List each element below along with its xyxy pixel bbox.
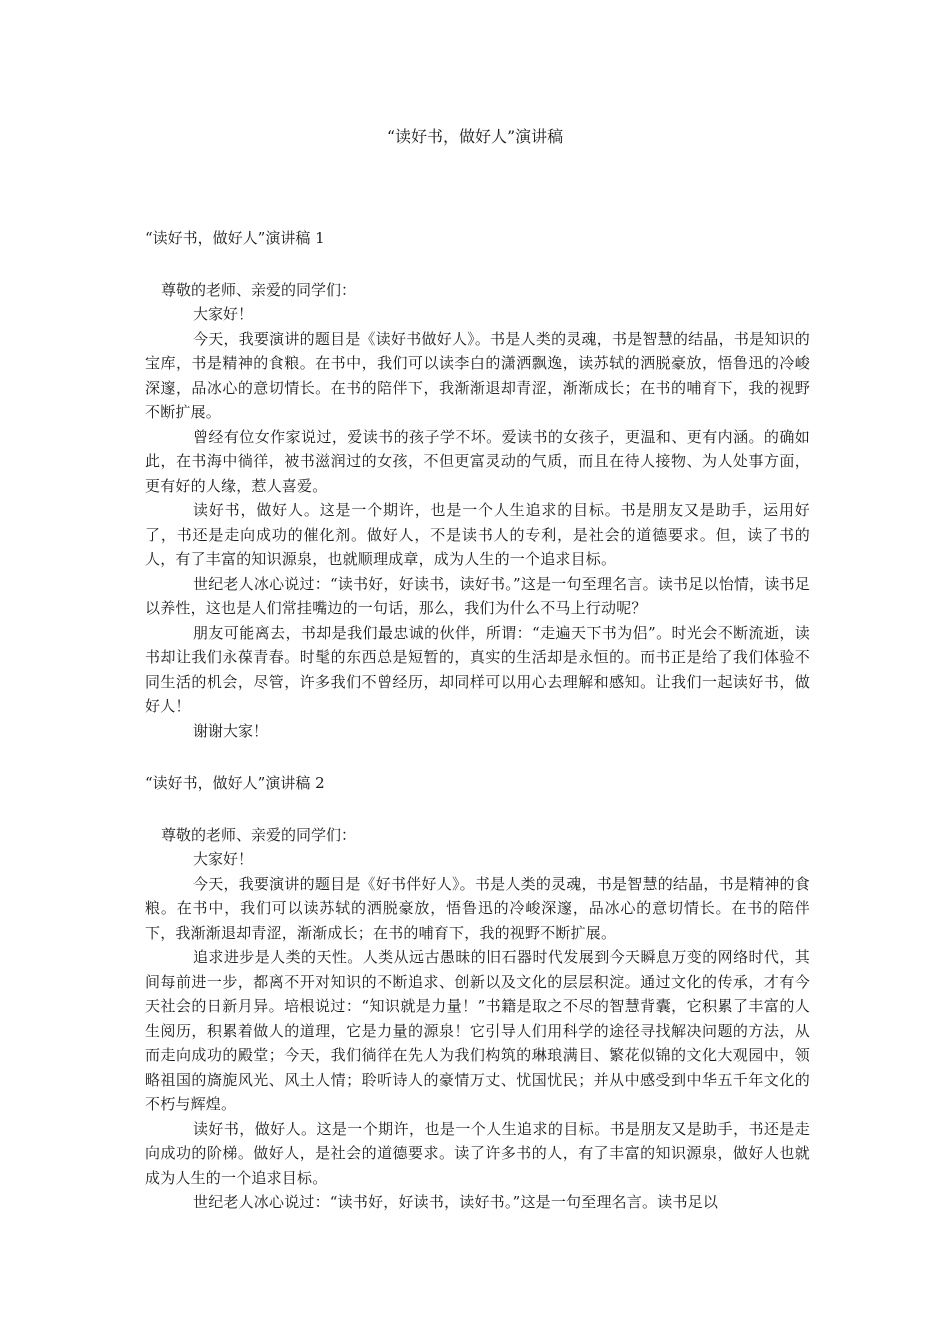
salutation: 尊敬的老师、亲爱的同学们： bbox=[161, 281, 357, 299]
paragraph: 朋友可能离去，书却是我们最忠诚的伙伴，所谓：“走遍天下书为侣”。时光会不断流逝，读书却让我们永葆青春。时髦的东西总是短暂的，真实的生活却是永恒的。而书正是给了我们体验不同生活的机会，尽管，许多我们不曾经历，却同样可以用心去理解和感知。让我们一起读好书，做好人！ bbox=[145, 623, 810, 715]
paragraph: 读好书，做好人。这是一个期许，也是一个人生追求的目标。书是朋友又是助手，运用好了，书还是走向成功的催化剂。做好人，不是读书人的专利，是社会的道德要求。但，读了书的人，有了丰富的知识源泉，也就顺理成章，成为人生的一个追求目标。 bbox=[145, 501, 810, 568]
paragraph: 追求进步是人类的天性。人类从远古愚昧的旧石器时代发展到今天瞬息万变的网络时代，其间每前进一步，都离不开对知识的不断追求、创新以及文化的层层积淀。通过文化的传承，才有今天社会的日新月异。培根说过：“知识就是力量！”书籍是取之不尽的智慧背囊，它积累了丰富的人生阅历，积累着做人的道理，它是力量的源泉！它引导人们用科学的途径寻找解决问题的方法，从而走向成功的殿堂；今天，我们徜徉在先人为我们构筑的琳琅满目、繁花似锦的文化大观园中，领略祖国的旖旎风光、风土人情；聆听诗人的豪情万丈、忧国忧民；并从中感受到中华五千年文化的不朽与辉煌。 bbox=[145, 948, 810, 1113]
section-heading: “读好书，做好人”演讲稿 1 bbox=[145, 229, 325, 247]
section-heading: “读好书，做好人”演讲稿 2 bbox=[145, 774, 325, 792]
salutation: 尊敬的老师、亲爱的同学们： bbox=[161, 826, 357, 844]
paragraph: 世纪老人冰心说过：“读书好，好读书，读好书。”这是一句至理名言。读书足以怡情，读书足以养性，这也是人们常挂嘴边的一句话，那么，我们为什么不马上行动呢？ bbox=[145, 574, 810, 617]
closing: 谢谢大家！ bbox=[193, 721, 269, 740]
greeting: 大家好！ bbox=[193, 850, 254, 868]
speech-section-2 bbox=[145, 773, 810, 1215]
document-title: “读好书，做好人”演讲稿 bbox=[386, 127, 564, 146]
greeting: 大家好！ bbox=[193, 305, 254, 323]
paragraph: 今天，我要演讲的题目是《读好书做好人》。书是人类的灵魂，书是智慧的结晶，书是知识的宝库，书是精神的食粮。在书中，我们可以读李白的潇洒飘逸，读苏轼的洒脱豪放，悟鲁迅的冷峻深邃，品冰心的意切情长。在书的陪伴下，我渐渐退却青涩，渐渐成长；在书的哺育下，我的视野不断扩展。 bbox=[145, 329, 810, 421]
paragraph: 读好书，做好人。这是一个期许，也是一个人生追求的目标。书是朋友又是助手，书还是走向成功的阶梯。做好人，是社会的道德要求。读了许多书的人，有了丰富的知识源泉，做好人也就成为人生的一个追求目标。 bbox=[145, 1119, 810, 1187]
paragraph: 今天，我要演讲的题目是《好书伴好人》。书是人类的灵魂，书是智慧的结晶，书是精神的食粮。在书中，我们可以读苏轼的洒脱豪放，悟鲁迅的冷峻深邃，品冰心的意切情长。在书的陪伴下，我渐渐退却青涩，渐渐成长；在书的哺育下，我的视野不断扩展。 bbox=[145, 874, 810, 942]
speech-section-1 bbox=[145, 228, 810, 743]
paragraph: 世纪老人冰心说过：“读书好，好读书，读好书。”这是一句至理名言。读书足以 bbox=[193, 1193, 719, 1211]
paragraph: 曾经有位女作家说过，爱读书的孩子学不坏。爱读书的女孩子，更温和、更有内涵。的确如此，在书海中徜徉，被书滋润过的女孩，不但更富灵动的气质，而且在待人接物、为人处事方面，更有好的人缘，惹人喜爱。 bbox=[145, 427, 810, 495]
